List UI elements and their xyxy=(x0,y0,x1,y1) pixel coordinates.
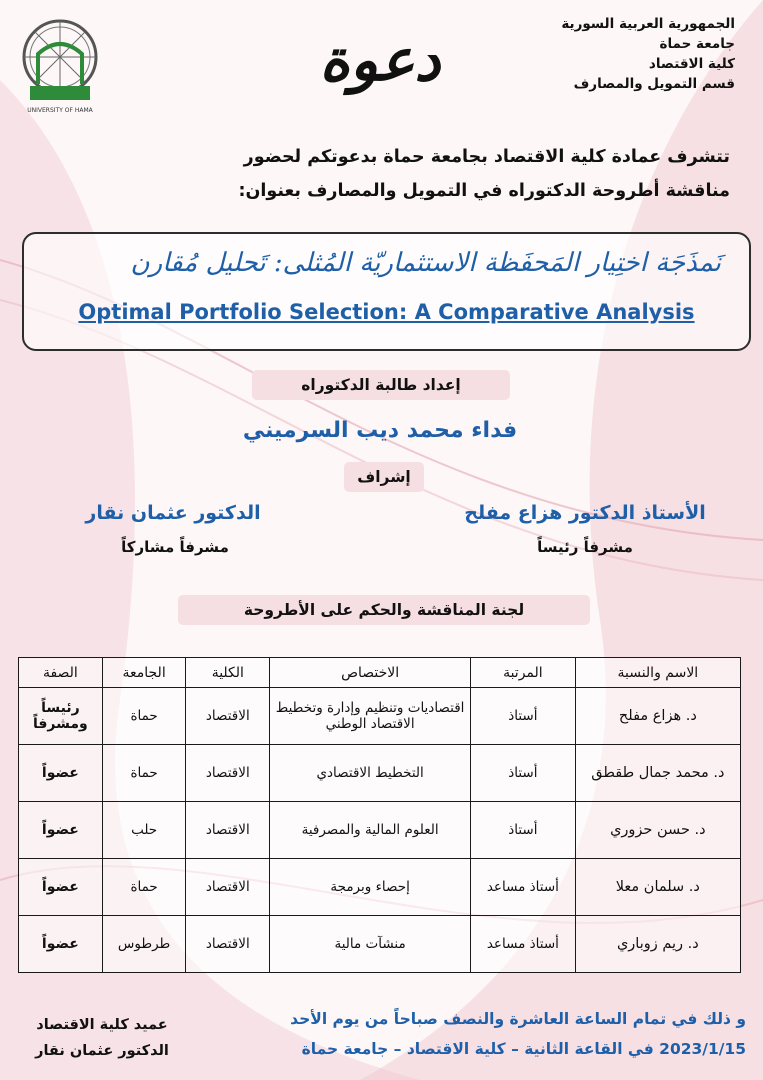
dean-title: عميد كلية الاقتصاد xyxy=(36,1017,168,1033)
supervision-label: إشراف xyxy=(344,462,424,492)
member-role: عضواً xyxy=(19,859,103,916)
table-row xyxy=(19,802,741,859)
member-specialty: العلوم المالية والمصرفية xyxy=(270,802,471,859)
header-faculty: الكلية xyxy=(186,658,270,688)
intro-line-2: مناقشة أطروحة الدكتوراه في التمويل والمصارف بعنوان: xyxy=(238,181,730,201)
member-rank: أستاذ مساعد xyxy=(471,859,576,916)
table-row xyxy=(19,859,741,916)
member-faculty: الاقتصاد xyxy=(186,859,270,916)
member-university: حلب xyxy=(102,802,186,859)
member-university: طرطوس xyxy=(102,916,186,973)
member-name: د. حسن حزوري xyxy=(575,802,740,859)
header-specialty: الاختصاص xyxy=(270,658,471,688)
member-role: عضواً xyxy=(19,916,103,973)
event-date-location: 2023/1/15 في القاعة الثانية – كلية الاقتصاد – جامعة حماة xyxy=(301,1040,746,1058)
supervisor2-role: مشرفاً مشاركاً xyxy=(121,538,229,556)
supervisor2-name: الدكتور عثمان نقار xyxy=(85,502,261,524)
event-time: و ذلك في تمام الساعة العاشرة والنصف صباحاً من يوم الأحد xyxy=(290,1010,746,1028)
faculty-name: كلية الاقتصاد xyxy=(648,56,735,72)
department-name: قسم التمويل والمصارف xyxy=(573,76,735,92)
intro-line-1: تتشرف عمادة كلية الاقتصاد بجامعة حماة بدعوتكم لحضور xyxy=(243,147,730,167)
university-name: جامعة حماة xyxy=(659,36,735,52)
member-name: د. هزاع مفلح xyxy=(575,688,740,745)
government-header xyxy=(495,14,735,94)
member-faculty: الاقتصاد xyxy=(186,802,270,859)
member-role: عضواً xyxy=(19,745,103,802)
member-specialty: منشآت مالية xyxy=(270,916,471,973)
university-logo xyxy=(10,12,110,117)
member-university: حماة xyxy=(102,859,186,916)
supervisor1-name: الأستاذ الدكتور هزاع مفلح xyxy=(464,502,706,524)
header-rank: المرتبة xyxy=(471,658,576,688)
svg-text:UNIVERSITY OF HAMA: UNIVERSITY OF HAMA xyxy=(27,107,93,114)
intro-text xyxy=(30,140,730,208)
committee-table xyxy=(18,657,741,973)
member-rank: أستاذ مساعد xyxy=(471,916,576,973)
thesis-title-box xyxy=(22,232,751,351)
header-university: الجامعة xyxy=(102,658,186,688)
invitation-title xyxy=(280,10,480,100)
table-row xyxy=(19,916,741,973)
member-university: حماة xyxy=(102,745,186,802)
table-row xyxy=(19,745,741,802)
member-role: رئيساً ومشرفاً xyxy=(19,688,103,745)
preparation-label: إعداد طالبة الدكتوراه xyxy=(252,370,510,400)
member-university: حماة xyxy=(102,688,186,745)
header-name: الاسم والنسبة xyxy=(575,658,740,688)
member-name: د. ريم زوباري xyxy=(575,916,740,973)
member-faculty: الاقتصاد xyxy=(186,916,270,973)
student-name: فداء محمد ديب السرميني xyxy=(242,418,518,443)
member-name: د. محمد جمال طقطق xyxy=(575,745,740,802)
supervisor1-role: مشرفاً رئيساً xyxy=(537,538,633,556)
member-specialty: إحصاء وبرمجة xyxy=(270,859,471,916)
wheel-logo-icon xyxy=(10,12,110,117)
member-specialty: اقتصاديات وتنظيم وإدارة وتخطيط الاقتصاد الوطني xyxy=(270,688,471,745)
country-name: الجمهورية العربية السورية xyxy=(561,16,735,32)
dean-name: الدكتور عثمان نقار xyxy=(35,1043,169,1059)
member-role: عضواً xyxy=(19,802,103,859)
committee-label: لجنة المناقشة والحكم على الأطروحة xyxy=(178,595,590,625)
member-rank: أستاذ xyxy=(471,688,576,745)
member-rank: أستاذ xyxy=(471,745,576,802)
member-faculty: الاقتصاد xyxy=(186,745,270,802)
header-role: الصفة xyxy=(19,658,103,688)
member-specialty: التخطيط الاقتصادي xyxy=(270,745,471,802)
event-details xyxy=(206,1004,746,1064)
svg-text:دعوة: دعوة xyxy=(319,26,441,94)
dean-signature-block xyxy=(18,1012,186,1064)
member-name: د. سلمان معلا xyxy=(575,859,740,916)
thesis-title-arabic: نَمذَجَة اختِيار المَحفَظة الاستثماريّة المُثلى: تَحليل مُقارن xyxy=(130,248,721,278)
member-rank: أستاذ xyxy=(471,802,576,859)
thesis-title-english: Optimal Portfolio Selection: A Comparative Analysis xyxy=(78,300,695,324)
member-faculty: الاقتصاد xyxy=(186,688,270,745)
table-row xyxy=(19,688,741,745)
table-header-row xyxy=(19,658,741,688)
